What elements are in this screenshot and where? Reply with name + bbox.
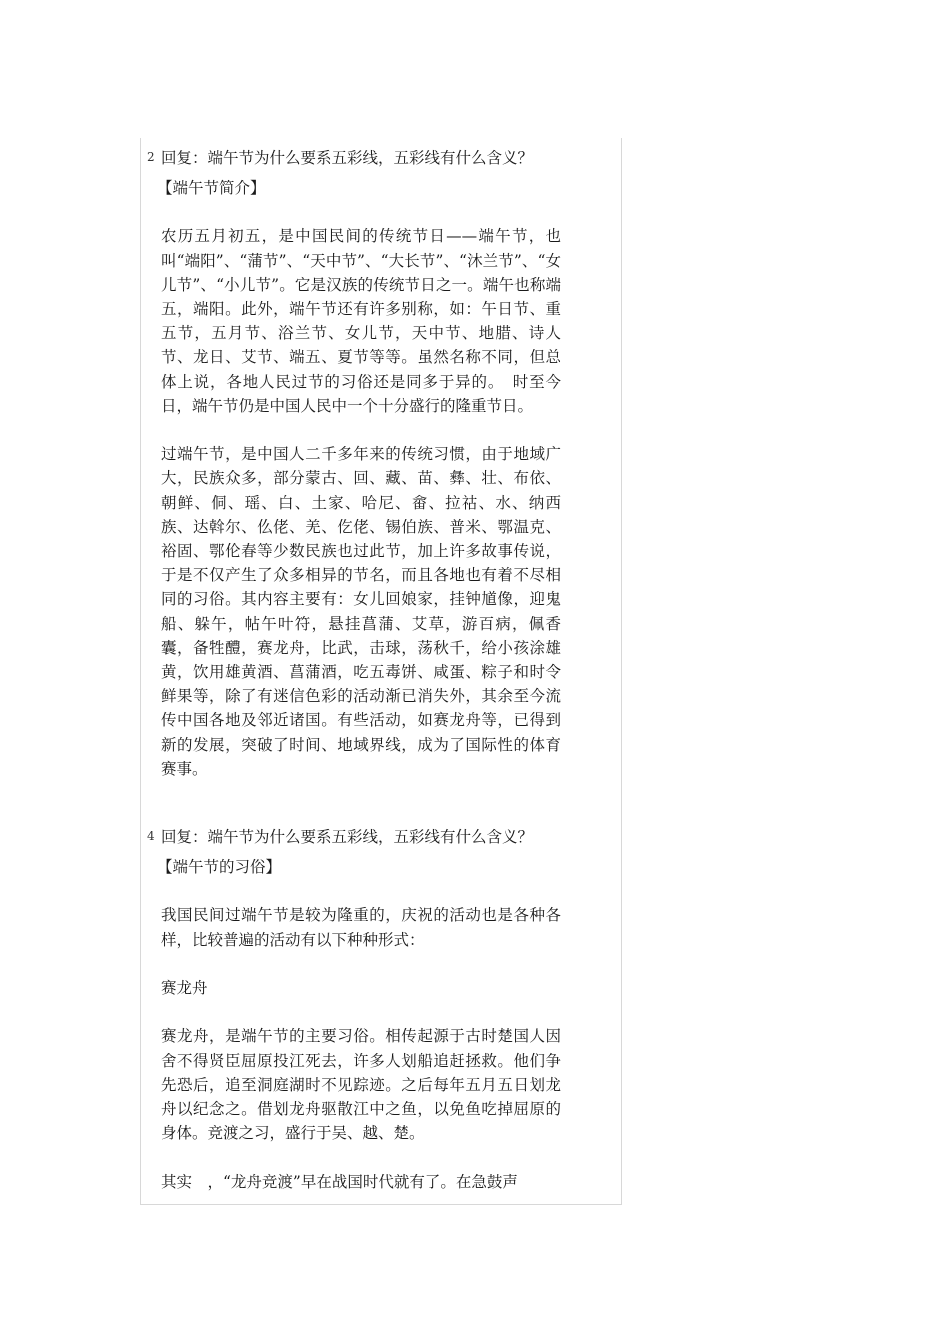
floor-number: 4 xyxy=(147,829,155,843)
reply-title: 回复：端午节为什么要系五彩线，五彩线有什么含义？ xyxy=(161,149,534,167)
section-title: 【端午节简介】 xyxy=(157,179,266,197)
section-title: 【端午节的习俗】 xyxy=(157,858,282,876)
paragraph: 我国民间过端午节是较为隆重的，庆祝的活动也是各种各样，比较普遍的活动有以下种种形式： xyxy=(161,906,561,949)
post-floor-2 xyxy=(141,146,623,826)
paragraph: 农历五月初五，是中国民间的传统节日——端午节，也叫“端阳”、“蒲节”、“天中节”、“大长节”、“沐兰节”、“女儿节”、“小儿节”。它是汉族的传统节日之一。端午也称端五，端阳。此外，端午节还有许多别称，如：午日节、重五节，五月节、浴兰节、女儿节，天中节、地腊、诗人节、龙日、艾节、端五、夏节等等。虽然名称不同，但总体上说，各地人民过节的习俗还是同多于异的。 时至今日，端午节仍是中国人民中一个十分盛行的隆重节日。 xyxy=(161,227,561,415)
paragraph: 其实 ，“龙舟竞渡”早在战国时代就有了。在急鼓声 xyxy=(161,1172,518,1191)
floor-number: 2 xyxy=(147,150,155,164)
paragraph: 赛龙舟 xyxy=(161,978,208,997)
post-content xyxy=(157,176,561,781)
paragraph: 过端午节，是中国人二千多年来的传统习惯，由于地域广大，民族众多，部分蒙古、回、藏、苗、彝、壮、布依、朝鲜、侗、瑶、白、土家、哈尼、畲、拉祜、水、纳西族、达斡尔、仫佬、羌、仡佬、锡伯族、普米、鄂温克、裕固、鄂伦春等少数民族也过此节，加上许多故事传说，于是不仅产生了众多相异的节名，而且各地也有着不尽相同的习俗。其内容主要有：女儿回娘家，挂钟馗像，迎鬼船、躲午，帖午叶符，悬挂菖蒲、艾草，游百病，佩香囊，备牲醴，赛龙舟，比武，击球，荡秋千，给小孩涂雄黄，饮用雄黄酒、菖蒲酒，吃五毒饼、咸蛋、粽子和时令鲜果等，除了有迷信色彩的活动渐已消失外，其余至今流传中国各地及邻近诸国。有些活动，如赛龙舟等，已得到新的发展，突破了时间、地域界线，成为了国际性的体育赛事。 xyxy=(161,445,561,778)
post-floor-4 xyxy=(141,825,623,1205)
paragraph: 赛龙舟，是端午节的主要习俗。相传起源于古时楚国人因舍不得贤臣屈原投江死去，许多人划船追赶拯救。他们争先恐后，追至洞庭湖时不见踪迹。之后每年五月五日划龙舟以纪念之。借划龙舟驱散江中之鱼，以免鱼吃掉屈原的身体。竞渡之习，盛行于吴、越、楚。 xyxy=(161,1027,561,1143)
thread-frame xyxy=(140,138,622,1205)
post-content xyxy=(157,855,561,1194)
reply-title: 回复：端午节为什么要系五彩线，五彩线有什么含义？ xyxy=(161,828,534,846)
